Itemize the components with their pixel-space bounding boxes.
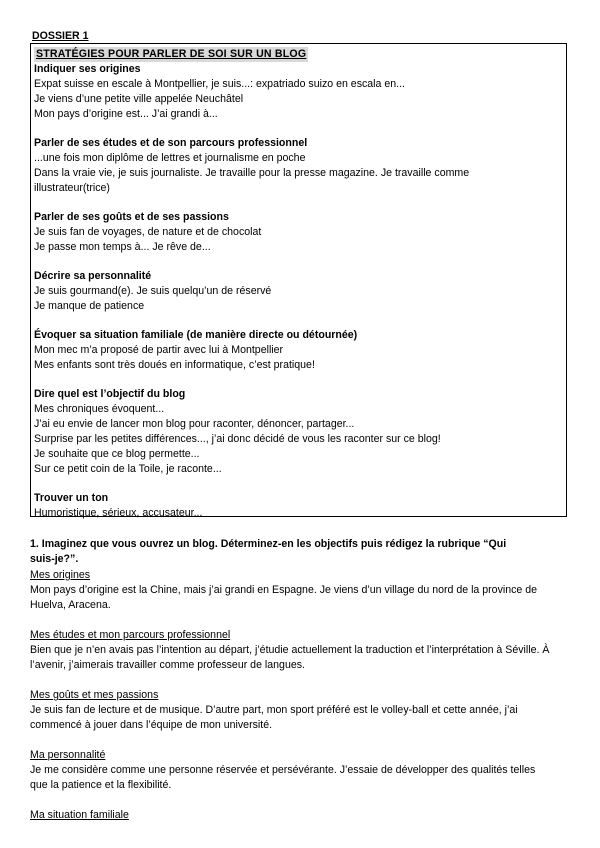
section-title: Parler de ses études et de son parcours professionnel: [34, 137, 308, 149]
section-line: Je manque de patience: [34, 300, 145, 312]
strategy-section: [34, 328, 561, 373]
strategies-box: [30, 43, 567, 517]
answer-heading: Mes goûts et mes passions: [30, 689, 159, 701]
strategy-sections: [34, 62, 561, 521]
section-line: Sur ce petit coin de la Toile, je raconte...: [34, 463, 222, 475]
answer-line: que la patience et la flexibilité.: [30, 779, 172, 791]
exercise: [30, 537, 570, 823]
question-line-2: suis-je?”.: [30, 553, 79, 565]
answer-block: [30, 628, 570, 673]
section-title: Trouver un ton: [34, 492, 109, 504]
strategy-section: [34, 491, 561, 521]
answer-line: l’avenir, j’aimerais travailler comme professeur de langues.: [30, 659, 305, 671]
section-line: Dans la vraie vie, je suis journaliste. Je travaille pour la presse magazine. Je travaille comme: [34, 167, 470, 179]
answer-block: [30, 808, 570, 823]
section-line: J’ai eu envie de lancer mon blog pour raconter, dénoncer, partager...: [34, 418, 355, 430]
strategy-section: [34, 387, 561, 477]
section-title: Dire quel est l’objectif du blog: [34, 388, 186, 400]
section-line: Je suis fan de voyages, de nature et de chocolat: [34, 226, 262, 238]
answer-line: Je suis fan de lecture et de musique. D’autre part, mon sport préféré est le volley-ball et cette année, j’ai: [30, 704, 518, 716]
answer-block: [30, 568, 570, 613]
answer-line: Mon pays d’origine est la Chine, mais j’ai grandi en Espagne. Je viens d’un village du nord de la province de: [30, 584, 538, 596]
section-line: Expat suisse en escale à Montpellier, je suis...: expatriado suizo en escala en...: [34, 78, 405, 90]
section-title: Évoquer sa situation familiale (de manière directe ou détournée): [34, 329, 358, 341]
answer-heading: Ma personnalité: [30, 749, 106, 761]
answer-line: Huelva, Aracena.: [30, 599, 111, 611]
section-title: Parler de ses goûts et de ses passions: [34, 211, 229, 223]
question-line-1: 1. Imaginez que vous ouvrez un blog. Déterminez-en les objectifs puis rédigez la rubrique “Qui: [30, 538, 507, 550]
section-title: Décrire sa personnalité: [34, 270, 152, 282]
section-line: Mes enfants sont très doués en informatique, c’est pratique!: [34, 359, 315, 371]
answer-heading: Mes origines: [30, 569, 91, 581]
answer-heading: Mes études et mon parcours professionnel: [30, 629, 231, 641]
section-line: Je viens d’une petite ville appelée Neuchâtel: [34, 93, 244, 105]
answer-heading: Ma situation familiale: [30, 809, 129, 821]
answer-line: Bien que je n’en avais pas l’intention au départ, j’étudie actuellement la traduction et l’interprétation à Séville. À: [30, 644, 550, 656]
box-title: STRATÉGIES POUR PARLER DE SOI SUR UN BLOG: [36, 48, 307, 60]
strategy-section: [34, 269, 561, 314]
strategy-section: [34, 210, 561, 255]
section-line: Mon pays d’origine est... J’ai grandi à...: [34, 108, 218, 120]
answer-block: [30, 688, 570, 733]
section-line: Je suis gourmand(e). Je suis quelqu’un de réservé: [34, 285, 272, 297]
answer-block: [30, 748, 570, 793]
section-line: ...une fois mon diplôme de lettres et journalisme en poche: [34, 152, 306, 164]
strategy-section: [34, 62, 561, 122]
dossier-title: DOSSIER 1: [32, 30, 89, 42]
strategy-section: [34, 136, 561, 196]
section-line: Je souhaite que ce blog permette...: [34, 448, 200, 460]
section-line: Mon mec m’a proposé de partir avec lui à Montpellier: [34, 344, 284, 356]
section-line: Surprise par les petites différences..., j’ai donc décidé de vous les raconter sur ce blog!: [34, 433, 441, 445]
section-line: Mes chroniques évoquent...: [34, 403, 165, 415]
section-line: Humoristique, sérieux, accusateur...: [34, 507, 203, 519]
section-title: Indiquer ses origines: [34, 63, 141, 75]
answer-line: commencé à jouer dans l’équipe de mon université.: [30, 719, 273, 731]
section-line: Je passe mon temps à... Je rêve de...: [34, 241, 211, 253]
answer-line: Je me considère comme une personne réservée et persévérante. J’essaie de développer des qualités telles: [30, 764, 536, 776]
answers: [30, 568, 570, 823]
section-line: illustrateur(trice): [34, 182, 110, 194]
